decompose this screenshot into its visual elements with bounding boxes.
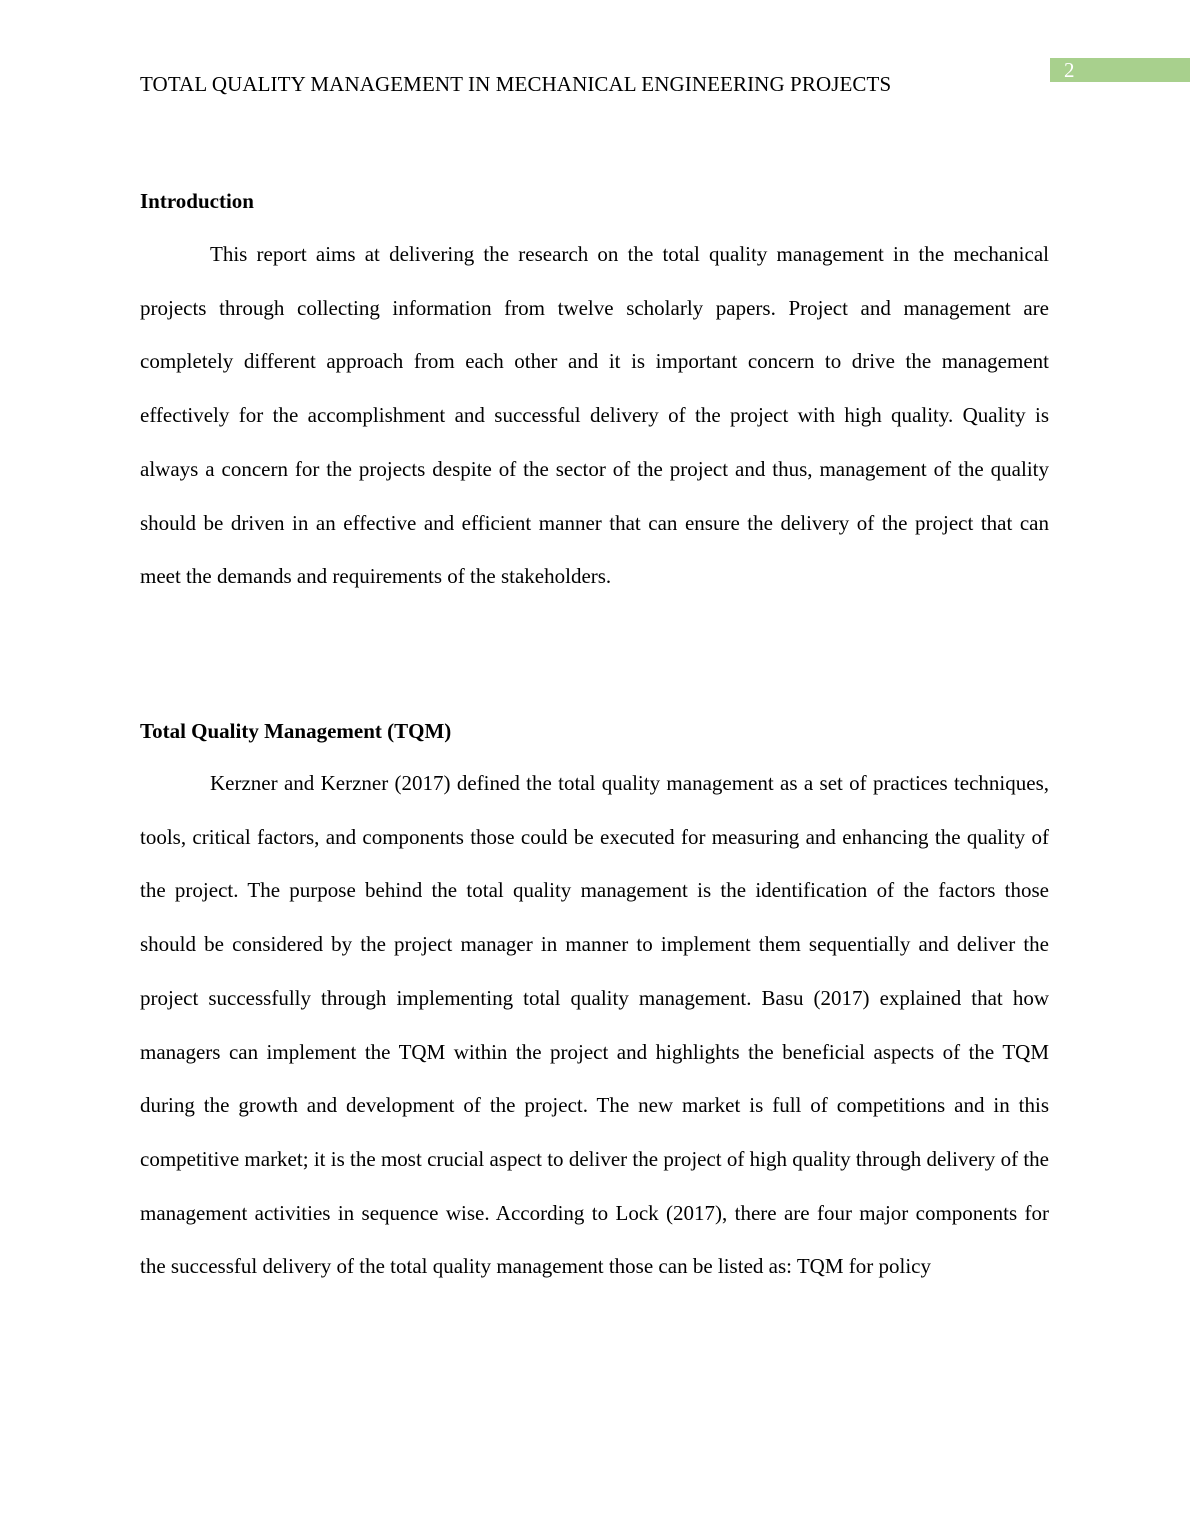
section-heading-introduction: Introduction — [140, 189, 254, 213]
section-paragraph-introduction: This report aims at delivering the research on the total quality management in the mechanical projects through collecting information from twelve scholarly papers. Project and management are completely different approach from each other and it is important concern to drive the management effectively for the accomplishment and successful delivery of the project with high quality. Quality is always a concern for the projects despite of the sector of the project and thus, management of the quality should be driven in an effective and efficient manner that can ensure the delivery of the project that can meet the demands and requirements of the stakeholders. — [140, 242, 1049, 589]
section-paragraph-tqm: Kerzner and Kerzner (2017) defined the total quality management as a set of practices techniques, tools, critical factors, and components those could be executed for measuring and enhancing the quality of the project. The purpose behind the total quality management is the identification of the factors those should be considered by the project manager in manner to implement them sequentially and deliver the project successfully through implementing total quality management. Basu (2017) explained that how managers can implement the TQM within the project and highlights the beneficial aspects of the TQM during the growth and development of the project. The new market is full of competitions and in this competitive market; it is the most crucial aspect to deliver the project of high quality through delivery of the management activities in sequence wise. According to Lock (2017), there are four major components for the successful delivery of the total quality management those can be listed as: TQM for policy — [140, 771, 1049, 1279]
page-number: 2 — [1050, 58, 1190, 82]
running-head: TOTAL QUALITY MANAGEMENT IN MECHANICAL ENGINEERING PROJECTS — [140, 72, 892, 96]
section-heading-tqm: Total Quality Management (TQM) — [140, 719, 452, 743]
